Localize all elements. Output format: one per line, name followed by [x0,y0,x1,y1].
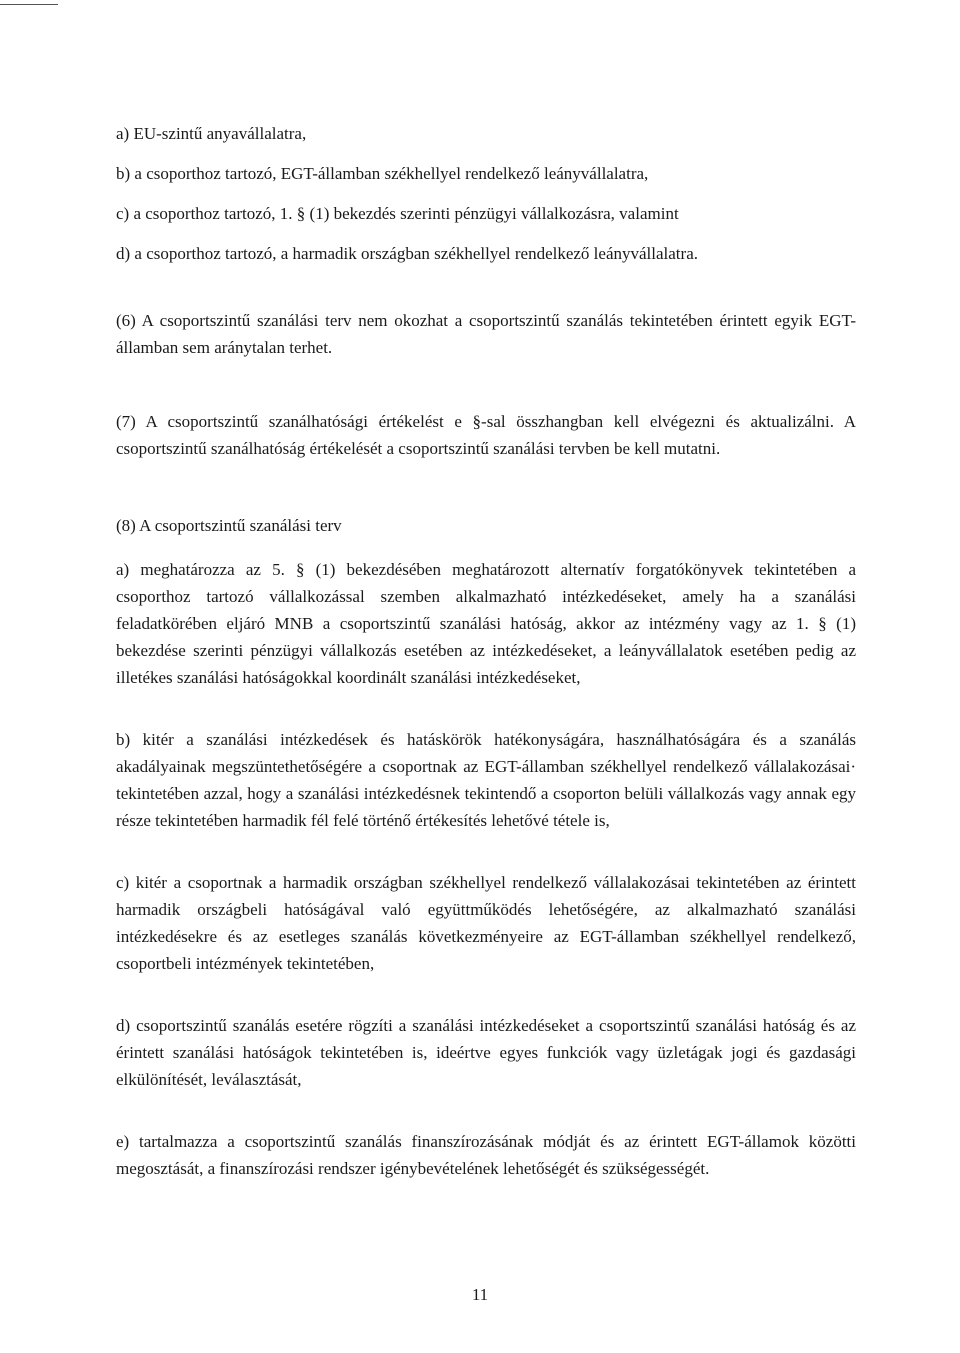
list-item-a: a) EU-szintű anyavállalatra, [116,124,307,143]
scan-corner-mark [0,4,58,5]
page-number: 11 [471,1285,489,1304]
paragraph-8-item-c: c) kitér a csoportnak a harmadik országban székhellyel rendelkező vállalakozásai tekintetében az érintett harmadik országbeli hatóságával való együttműködés lehetőségére, az alkalmazható szanálási intézkedésekre és az esetleges szanálás következményeire az EGT-államban székhellyel rendelkező, csoportbeli intézmények tekintetében, [116,873,856,973]
paragraph-8-item-d: d) csoportszintű szanálás esetére rögzíti a szanálási intézkedéseket a csoportszintű szanálási hatóság és az érintett szanálási hatóságok tekintetében is, ideértve egyes funkciók vagy üzletágak jogi és gazdasági elkülönítését, leválasztását, [116,1016,856,1089]
paragraph-6: (6) A csoportszintű szanálási terv nem okozhat a csoportszintű szanálás tekintetében érintett egyik EGT-államban sem aránytalan terhet. [116,311,856,357]
list-item-c: c) a csoporthoz tartozó, 1. § (1) bekezdés szerinti pénzügyi vállalkozásra, valamint [116,204,679,223]
list-item-b: b) a csoporthoz tartozó, EGT-államban székhellyel rendelkező leányvállalatra, [116,164,649,183]
paragraph-8-item-e: e) tartalmazza a csoportszintű szanálás finanszírozásának módját és az érintett EGT-államok közötti megosztását, a finanszírozási rendszer igénybevételének lehetőségét és szükségességét. [116,1132,856,1178]
document-body [116,120,856,1182]
paragraph-8-item-a: a) meghatározza az 5. § (1) bekezdésében meghatározott alternatív forgatókönyvek tekintetében a csoporthoz tartozó vállalkozással szemben alkalmazható intézkedéseket, amely ha a szanálási feladatkörében eljáró MNB a csoportszintű szanálási hatóság, akkor az intézmény vagy az 1. § (1) bekezdése szerinti pénzügyi vállalkozás esetében az intézkedéseket, a leányvállalatok esetében pedig az illetékes szanálási hatóságokkal koordinált szanálási intézkedéseket, [116,560,856,687]
paragraph-8-item-b: b) kitér a szanálási intézkedések és hatáskörök hatékonyságára, használhatóságára és a szanálás akadályainak megszüntethetőségére a csoportnak az EGT-államban székhellyel rendelkező vállalakozásai· tekintetében azzal, hogy a szanálási intézkedésnek tekintendő a csoporton belüli vállalkozás vagy annak egy része tekintetében harmadik fél felé történő értékesítés lehetővé tétele is, [116,730,856,830]
list-item-d: d) a csoporthoz tartozó, a harmadik országban székhellyel rendelkező leányvállalatra. [116,244,698,263]
paragraph-7: (7) A csoportszintű szanálhatósági értékelést e §-sal összhangban kell elvégezni és aktualizálni. A csoportszintű szanálhatóság értékelését a csoportszintű szanálási tervben be kell mutatni. [116,412,856,458]
paragraph-8-title: (8) A csoportszintű szanálási terv [116,516,342,535]
